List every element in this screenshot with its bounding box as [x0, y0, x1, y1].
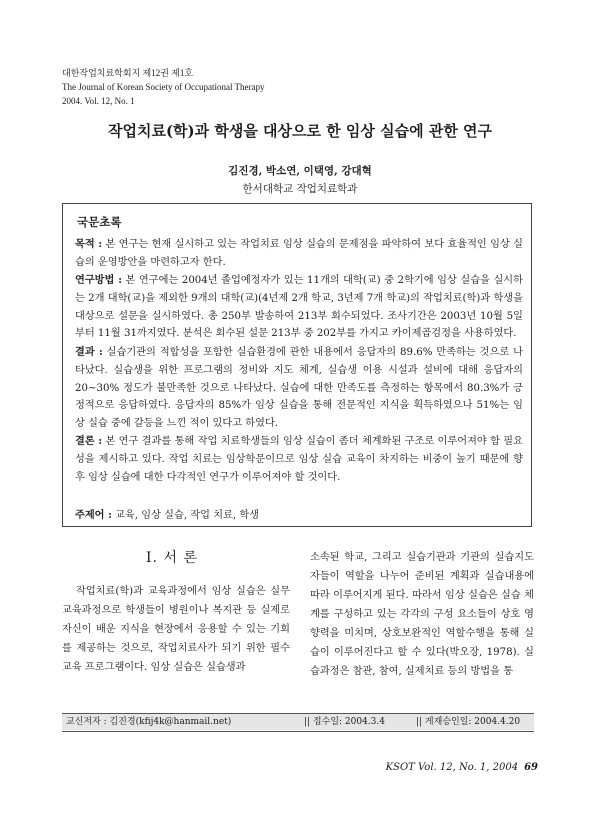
journal-english-name: The Journal of Korean Society of Occupational Therapy: [62, 82, 265, 92]
abstract-heading: 국문초록: [77, 215, 122, 229]
result-label: 결과 :: [75, 346, 103, 358]
purpose-text: 본 연구는 현재 실시하고 있는 작업치료 임상 실습의 문제점을 파악하여 보다 효율적인 임상 실습의 운영방안을 마련하고자 한다.: [75, 239, 523, 268]
purpose-label: 목적 :: [75, 238, 103, 250]
page-number: 69: [524, 762, 538, 773]
author-list: 김진경, 박소연, 이택영, 강대혁: [228, 165, 372, 177]
abstract-box: [62, 203, 532, 527]
footer-rule-bottom: [62, 731, 534, 732]
abstract-purpose: [75, 236, 523, 272]
conclusion-text: 본 연구 결과를 통해 작업 치료학생들의 임상 실습이 좀더 체계화된 구조로 이루어져야 함 필요성을 제시하고 있다. 작업 치료는 임상학문이므로 임상 실습 교육이 차지하는 비중이 높기 때문에 향후 임상 실습에 대한 다각적인 연구가 이루어져야 할 것이다.: [75, 436, 523, 483]
journal-volume: 2004. Vol. 12, No. 1: [62, 96, 135, 106]
footnote-bar: [62, 714, 534, 730]
keyword-label: 주제어 :: [75, 509, 112, 521]
section-heading-introduction: Ⅰ. 서 론: [146, 550, 198, 566]
abstract-conclusion: [75, 433, 523, 486]
method-label: 연구방법 :: [75, 274, 122, 286]
received-date: || 접수일: 2004.3.4: [304, 717, 385, 727]
abstract-keywords: [75, 506, 259, 521]
journal-reference: KSOT Vol. 12, No. 1, 2004: [385, 762, 519, 773]
affiliation: 한서대학교 작업치료학과: [242, 183, 358, 195]
method-text: 본 연구에는 2004년 졸업예정자가 있는 11개의 대학(교) 중 2학기에 임상 실습을 실시하는 2개 대학(교)을 제외한 9개의 대학(교)(4년제 2개 학교, 3년제 7개 학교)의 작업치료(학)과 학생을 대상으로 설문을 실시하였다. 총 250부 발송하여 213부 회수되었다. 조사기간은 2003년 10월 5일부터 11월 31까지였다. 분석은 회수된 설문 213부 중 202부를 가지고 카이제곱검정을 사용하였다.: [75, 275, 523, 340]
accepted-date: || 게재승인일: 2004.4.20: [416, 717, 521, 727]
paper-title: 작업치료(학)과 학생을 대상으로 한 임상 실습에 관한 연구: [107, 122, 493, 140]
intro-right-column: 소속된 학교, 그리고 실습기관과 기관의 실습지도자들이 역할을 나누어 준비된 계획과 실습내용에 따라 이루어지게 된다. 따라서 임상 실습은 실습 체계를 구성하고 있는 각각의 구성 요소들이 상호 영향력을 미치며, 상호보완적인 역할수행을 통해 실습이 이루어진다고 할 수 있다(박오장, 1978). 실습과정은 참관, 참여, 실제치료 등의 방법을 통: [310, 552, 534, 677]
conclusion-label: 결론 :: [75, 435, 103, 447]
abstract-method: [75, 272, 523, 343]
intro-left-column: 작업치료(학)과 교육과정에서 임상 실습은 실무교육과정으로 학생들이 병원이나 복지관 등 실제로 자신이 배운 지식을 현장에서 응용할 수 있는 기회를 제공하는 것으로, 작업치료사가 되기 위한 필수 교육 프로그램이다. 임상 실습은 실습생과: [62, 586, 290, 673]
journal-header: [62, 66, 265, 108]
keyword-text: 교육, 임상 실습, 작업 치료, 학생: [111, 510, 260, 521]
result-text: 실습기관의 적합성을 포함한 실습환경에 관한 내용에서 응답자의 89.6% 만족하는 것으로 나타났다. 실습생을 위한 프로그램의 정비와 지도 체계, 실습생 이용 시설과 설비에 대해 응답자의 20~30% 정도가 불만족한 것으로 나타났다. 실습에 대한 만족도를 측정하는 항목에서 80.3%가 긍정적으로 응답하였다. 응답자의 85%가 임상 실습을 통해 전문적인 지식을 획득하였으나 51%는 임상 실습 중에 갈등을 느낀 적이 있다고 하였다.: [75, 347, 524, 430]
page-footer: [386, 762, 538, 773]
journal-korean-name: 대한작업치료학회지 제12권 제1호: [62, 68, 194, 78]
abstract-result: [75, 344, 523, 433]
corresponding-author: 교신저자 : 김진경(kfij4k@hanmail.net): [66, 717, 232, 727]
